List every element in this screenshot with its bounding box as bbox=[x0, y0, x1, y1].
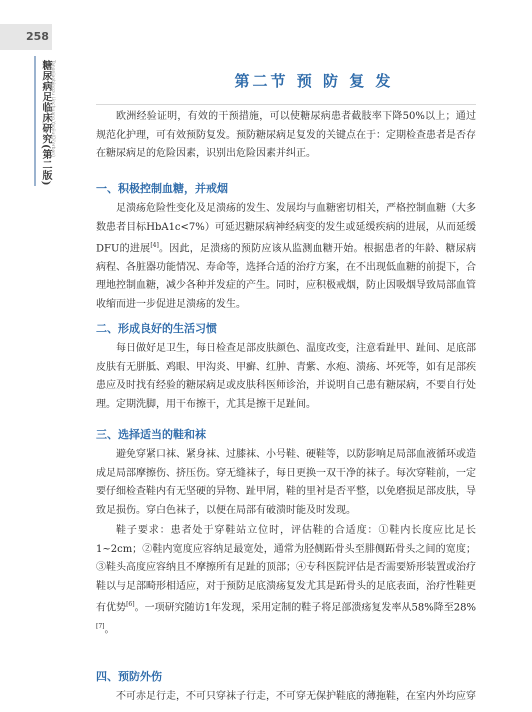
section-1-paragraph: 足溃疡危险性变化及足溃疡的发生、发展均与血糖密切相关，严格控制血糖（大多数患者目标HbA1c<7%）可延迟糖尿病神经病变的发生或延缓疾病的进展，从而延缓DFU的进展[4]。因此，足溃疡的预防应该从监测血糖开始。根据患者的年龄、糖尿病病程、各脏器功能情况、寿命等，选择合适的治疗方案，在不出现低血糖的前提下，合理地控制血糖，减少各种并发症的产生。同时，应积极戒烟，防止因吸烟导致局部血管收缩而进一步促进足溃疡的发生。 bbox=[96, 203, 476, 310]
page-number: 258 bbox=[0, 24, 52, 50]
citation: [4] bbox=[150, 242, 159, 249]
title-divider bbox=[96, 104, 476, 105]
heading-1: 一、积极控制血糖，并戒烟 bbox=[96, 182, 228, 195]
sidebar-rule bbox=[34, 56, 36, 186]
citation: [7] bbox=[96, 622, 105, 630]
section-3-paragraph-2: 鞋子要求：患者处于穿鞋站立位时，评估鞋的合适度：①鞋内长度应比足长1~2cm；②鞋内宽度应容纳足最宽处，通常为胫侧跖骨头至腓侧跖骨头之间的宽度；③鞋头高度应容纳且不摩擦所有足趾的顶部；④专科医院评估是否需要矫形装置或治疗鞋以与足部畸形相适应，对于预防足底溃疡复发尤其是跖骨头的足底表面，治疗性鞋更有优势[6]。一项研究随访1年发现，采用定制的鞋子将足部溃疡复发率从58%降至28%[7]。 bbox=[96, 525, 476, 636]
section-title: 第二节 预 防 复 发 bbox=[234, 72, 394, 90]
heading-3: 三、选择适当的鞋和袜 bbox=[96, 428, 206, 441]
section-3-paragraph-1: 避免穿紧口袜、紧身袜、过膝袜、小号鞋、硬鞋等，以防影响足局部血液循环或造成足局部摩擦伤、挤压伤。穿无缝袜子，每日更换一双干净的袜子。每次穿鞋前，一定要仔细检查鞋内有无坚硬的异物、趾甲屑，鞋的里衬是否平整，以免磨损足部皮肤，导致足损伤。穿白色袜子，以便在局部有破溃时能及时发现。 bbox=[96, 449, 476, 516]
heading-2: 二、形成良好的生活习惯 bbox=[96, 322, 217, 335]
intro-paragraph: 欧洲经验证明，有效的干预措施，可以使糖尿病患者截肢率下降50%以上；通过规范化护理，可有效预防复发。预防糖尿病足复发的关键点在于：定期检查患者是否存在糖尿病足的危险因素，识别出危险因素并纠正。 bbox=[96, 111, 476, 159]
section-2-paragraph: 每日做好足卫生，每日检查足部皮肤颜色、温度改变，注意看趾甲、趾间、足底部皮肤有无胼胝、鸡眼、甲沟炎、甲癣、红肿、青紫、水疱、溃疡、坏死等，如有足部疾患应及时找有经验的糖尿病足或皮肤科医师诊治，并说明自己患有糖尿病，不要自行处理。定期洗脚，用干布擦干，尤其是擦干足趾间。 bbox=[96, 343, 476, 410]
book-subtitle: Tangniaobingzu Linchuang Yanjiu(Di'erban) bbox=[50, 60, 55, 157]
heading-4: 四、预防外伤 bbox=[96, 670, 162, 683]
section-4-paragraph: 不可赤足行走，不可只穿袜子行走，不可穿无保护鞋底的薄拖鞋，在室内外均应穿 bbox=[116, 691, 476, 702]
citation: [6] bbox=[126, 601, 135, 608]
book-title: 糖尿病足临床研究(第二版) bbox=[40, 60, 51, 186]
